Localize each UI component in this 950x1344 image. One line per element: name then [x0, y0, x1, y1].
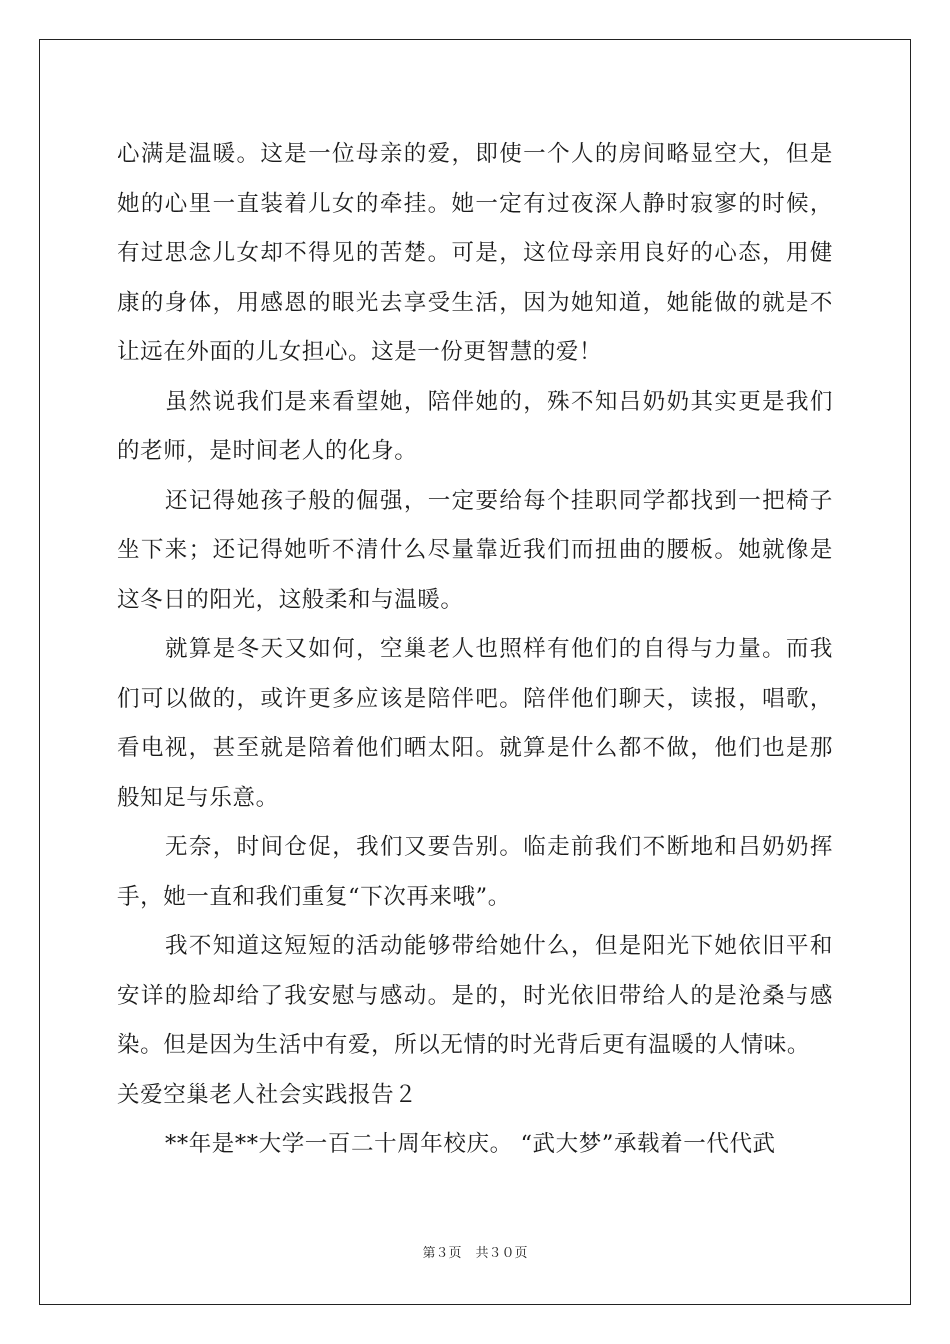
- paragraph-4: 就算是冬天又如何，空巢老人也照样有他们的自得与力量。而我们可以做的，或许更多应该是陪伴吧。陪伴他们聊天，读报，唱歌，看电视，甚至就是陪着他们晒太阳。就算是什么都不做，他们也是那般知足与乐意。: [117, 636, 833, 811]
- paragraph-7: **年是**大学一百二十周年校庆。 “武大梦”承载着一代代武: [165, 1131, 776, 1157]
- page-number: 第３页: [422, 1246, 462, 1261]
- paragraph-5: 无奈，时间仓促，我们又要告别。临走前我们不断地和吕奶奶挥手，她一直和我们重复“下次再来哦”。: [117, 834, 833, 910]
- paragraph-1: 心满是温暖。这是一位母亲的爱，即使一个人的房间略显空大，但是她的心里一直装着儿女的牵挂。她一定有过夜深人静时寂寥的时候，有过思念儿女却不得见的苦楚。可是，这位母亲用良好的心态，用健康的身体，用感恩的眼光去享受生活，因为她知道，她能做的就是不让远在外面的儿女担心。这是一份更智慧的爱！: [117, 141, 833, 365]
- page-total: 共３０页: [475, 1246, 528, 1261]
- paragraph-6: 我不知道这短短的活动能够带给她什么，但是阳光下她依旧平和安详的脸却给了我安慰与感动。是的，时光依旧带给人的是沧桑与感染。但是因为生活中有爱，所以无情的时光背后更有温暖的人情味。: [117, 933, 833, 1058]
- paragraph-2: 虽然说我们是来看望她，陪伴她的，殊不知吕奶奶其实更是我们的老师，是时间老人的化身。: [117, 388, 833, 464]
- paragraph-3: 还记得她孩子般的倔强，一定要给每个挂职同学都找到一把椅子坐下来；还记得她听不清什么尽量靠近我们而扭曲的腰板。她就像是这冬日的阳光，这般柔和与温暖。: [117, 487, 833, 613]
- page-footer: [0, 1242, 950, 1261]
- document-body: [117, 130, 833, 1170]
- section-heading: 关爱空巢老人社会实践报告２: [117, 1081, 418, 1108]
